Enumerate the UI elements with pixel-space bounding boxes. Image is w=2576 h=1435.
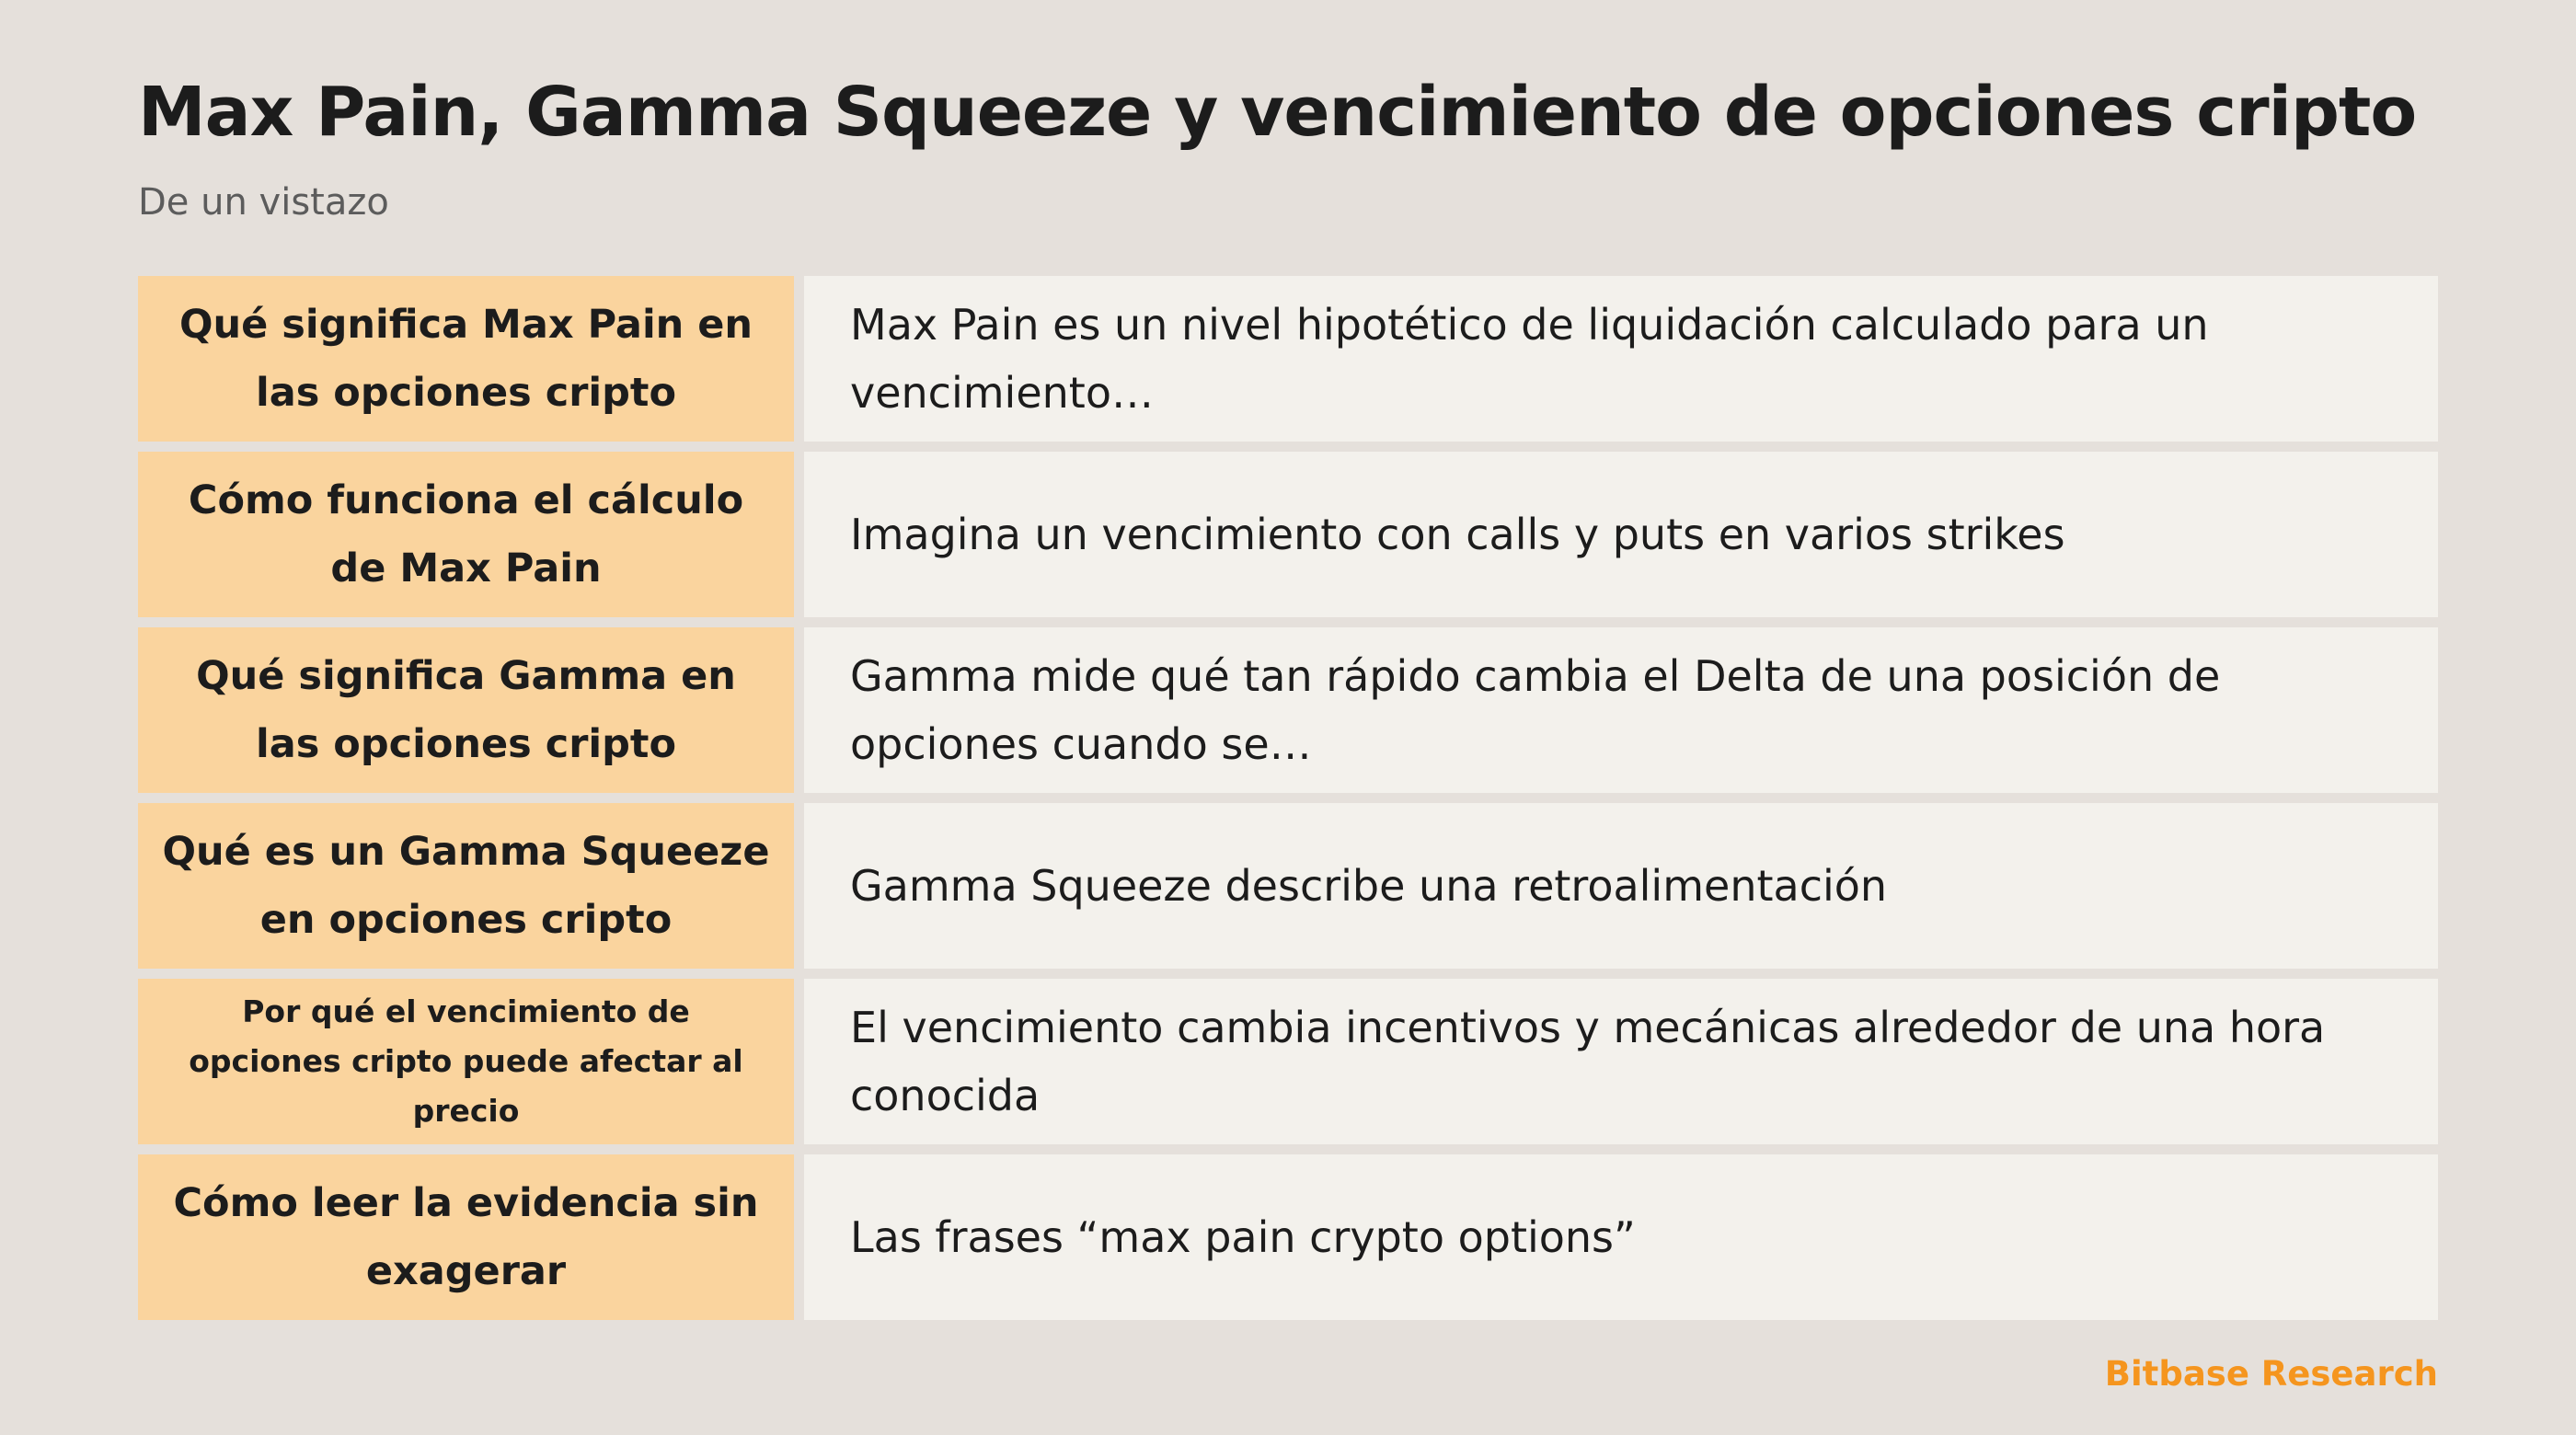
table-row — [138, 1154, 2438, 1320]
row-text: Las frases “max pain crypto options” — [804, 1154, 2438, 1320]
cell-gap — [794, 627, 804, 793]
brand-footer: Bitbase Research — [2104, 1354, 2438, 1394]
table-row — [138, 276, 2438, 442]
table-row — [138, 979, 2438, 1144]
table-row — [138, 452, 2438, 617]
cell-gap — [794, 276, 804, 442]
row-text: Gamma Squeeze describe una retroalimentación — [804, 803, 2438, 969]
cell-gap — [794, 1154, 804, 1320]
summary-table — [138, 276, 2438, 1320]
table-row — [138, 803, 2438, 969]
cell-gap — [794, 803, 804, 969]
page-subtitle: De un vistazo — [138, 181, 389, 224]
cell-gap — [794, 979, 804, 1144]
row-label: Qué significa Max Pain en las opciones cripto — [138, 276, 794, 442]
row-label: Por qué el vencimiento de opciones cripto puede afectar al precio — [138, 979, 794, 1144]
row-text: Imagina un vencimiento con calls y puts en varios strikes — [804, 452, 2438, 617]
cell-gap — [794, 452, 804, 617]
row-text: Gamma mide qué tan rápido cambia el Delta de una posición de opciones cuando se… — [804, 627, 2438, 793]
row-label: Cómo funciona el cálculo de Max Pain — [138, 452, 794, 617]
row-label: Cómo leer la evidencia sin exagerar — [138, 1154, 794, 1320]
table-row — [138, 627, 2438, 793]
row-text: Max Pain es un nivel hipotético de liquidación calculado para un vencimiento… — [804, 276, 2438, 442]
row-text: El vencimiento cambia incentivos y mecánicas alrededor de una hora conocida — [804, 979, 2438, 1144]
row-label: Qué significa Gamma en las opciones cripto — [138, 627, 794, 793]
page-title: Max Pain, Gamma Squeeze y vencimiento de opciones cripto — [138, 73, 2417, 152]
row-label: Qué es un Gamma Squeeze en opciones cripto — [138, 803, 794, 969]
